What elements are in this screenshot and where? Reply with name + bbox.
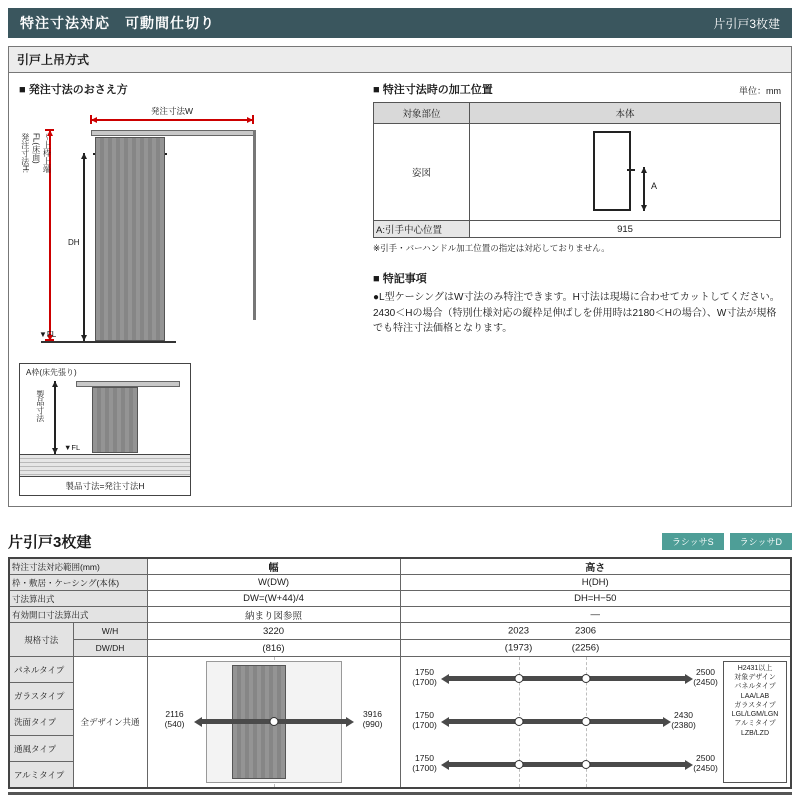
door-panel xyxy=(95,137,165,341)
height3-range-bar xyxy=(449,762,685,767)
width-min-sub: (540) xyxy=(164,718,185,729)
width-max-value: 3916 xyxy=(363,709,382,719)
right-frame xyxy=(253,130,256,320)
width-col-header: 幅 xyxy=(147,558,400,575)
standard-height-values xyxy=(401,623,791,639)
processing-position-column xyxy=(361,81,781,496)
floor-hatch xyxy=(20,454,190,476)
order-dimension-column xyxy=(19,81,361,496)
handle-position-value: 915 xyxy=(470,221,781,238)
figure-row-label: 姿図 xyxy=(374,124,470,221)
floor-line xyxy=(41,341,176,343)
frame-row-label: 枠・敷居・ケーシング(本体) xyxy=(9,575,147,591)
unit-label: 単位：mm xyxy=(739,86,781,96)
width-min-label xyxy=(154,710,196,730)
type-row-aluminum: アルミタイプ xyxy=(9,762,73,788)
type-row-ventilation: 通風タイプ xyxy=(9,735,73,761)
product-dimension-text: 製品寸法 xyxy=(35,390,45,422)
frame-height-value: H(DH) xyxy=(400,575,791,591)
height3-dot-1 xyxy=(514,760,523,769)
dh-label: DH xyxy=(68,238,80,247)
processing-subtitle: ■ 特注寸法時の加工位置 xyxy=(373,84,493,96)
fl-label: ▼FL xyxy=(39,330,57,339)
page-bottom-rule xyxy=(8,792,792,795)
width-min-value: 2116 xyxy=(165,709,184,719)
order-dimension-diagram xyxy=(19,103,354,351)
a-dimension-arrow xyxy=(643,167,645,211)
height3-max-label: 2500 (2450) xyxy=(693,753,718,773)
height2-dot-1 xyxy=(514,717,523,726)
door-figure xyxy=(565,129,685,215)
spec-section xyxy=(8,531,792,789)
order-height-label xyxy=(19,133,51,338)
spec-section-title: 片引戸3枚建 xyxy=(8,534,92,551)
range-row-label: 特注寸法対応範囲(mm) xyxy=(9,558,147,575)
opening-height-value: ― xyxy=(400,607,791,623)
width-range-diagram xyxy=(147,657,400,789)
width-max-label xyxy=(352,710,394,730)
hanging-door-section xyxy=(8,46,792,507)
order-dimension-subtitle: ■ 発注寸法のおさえ方 xyxy=(19,84,128,96)
product-dimension-arrow xyxy=(54,381,56,454)
handle-position-label: A:引手中心位置 xyxy=(374,221,470,238)
product-dimension-caption: 製品寸法=発注寸法H xyxy=(20,476,190,495)
standard-height-1: 2023 xyxy=(507,625,530,637)
header-bar xyxy=(8,8,792,38)
col-header-body: 本体 xyxy=(470,103,781,124)
fl-label-small: ▼FL xyxy=(64,443,81,452)
special-notes-body: ●L型ケーシングはW寸法のみ特注できます。H寸法は現場に合わせてカットしてください。2430＜Hの場合（特別仕様対応の縦枠足伸ばしを併用時は2180＜Hの場合）、W寸法が規格でも特注寸法価格となります。 xyxy=(373,292,780,334)
height1-range-bar xyxy=(449,676,685,681)
handle-mark xyxy=(627,169,635,171)
door-panel-small xyxy=(92,387,138,453)
standard-dh-2: (2256) xyxy=(571,642,600,654)
height2-dot-2 xyxy=(581,717,590,726)
height1-dot-1 xyxy=(514,674,523,683)
height3-min-label: 1750 (1700) xyxy=(412,753,437,773)
height-design-note: H2431以上 対象デザイン パネルタイプ LAA/LAB ガラスタイプ LGL/LGM/LGN アルミタイプ LZB/LZD xyxy=(723,661,787,783)
height-col-header: 高さ xyxy=(400,558,791,575)
height2-min-label: 1750 (1700) xyxy=(412,710,437,730)
section-title: 引戸上吊方式 xyxy=(9,47,791,73)
order-height-label-1: 発注寸法H: xyxy=(20,133,30,173)
handle-note: ※引手・バーハンドル加工位置の指定は対応しておりません。 xyxy=(373,243,610,253)
height1-min-label: 1750 (1700) xyxy=(412,667,437,687)
product-dimension-diagram xyxy=(19,363,191,496)
standard-wh-label: W/H xyxy=(73,623,147,640)
page-title: 特注寸法対応 可動間仕切り xyxy=(20,15,215,31)
special-notes-title: ■ 特記事項 xyxy=(373,273,427,285)
top-rail xyxy=(91,130,256,136)
opening-width-value: 納まり図参照 xyxy=(147,607,400,623)
formula-row-label: 寸法算出式 xyxy=(9,591,147,607)
order-height-label-3: ～上枠上端 xyxy=(42,133,52,173)
height1-max-label: 2500 (2450) xyxy=(693,667,718,687)
height2-max-label: 2430 (2380) xyxy=(671,710,696,730)
common-design-cell: 全デザイン共通 xyxy=(73,657,147,789)
height1-dot-2 xyxy=(581,674,590,683)
formula-height-value: DH=H−50 xyxy=(400,591,791,607)
badge-lasissa-d: ラシッサD xyxy=(730,533,792,550)
height3-dot-2 xyxy=(581,760,590,769)
badge-lasissa-s: ラシッサS xyxy=(662,533,724,550)
order-width-label: 発注寸法W xyxy=(150,106,194,116)
type-row-glass: ガラスタイプ xyxy=(9,683,73,709)
height2-range-bar xyxy=(449,719,663,724)
door-outline xyxy=(593,131,631,211)
standard-dh-values xyxy=(401,640,791,656)
a-frame-label: A枠(床先張り) xyxy=(26,368,77,377)
formula-width-value: DW=(W+44)/4 xyxy=(147,591,400,607)
a-dimension-label: A xyxy=(651,181,658,191)
height-range-diagram xyxy=(400,657,791,789)
standard-dwdh-label: DW/DH xyxy=(73,640,147,657)
standard-dw-value: (816) xyxy=(147,640,400,657)
type-row-panel: パネルタイプ xyxy=(9,657,73,683)
spec-table xyxy=(8,557,792,789)
product-dimension-label xyxy=(34,390,45,460)
frame-width-value: W(DW) xyxy=(147,575,400,591)
standard-width-value: 3220 xyxy=(147,623,400,640)
standard-row-label: 規格寸法 xyxy=(9,623,73,657)
col-header-part: 対象部位 xyxy=(374,103,470,124)
order-height-label-2: FL(床面) xyxy=(31,133,41,164)
type-row-washroom: 洗面タイプ xyxy=(9,709,73,735)
standard-dh-1: (1973) xyxy=(504,642,533,654)
product-name-header: 片引戸3枚建 xyxy=(713,16,780,31)
width-max-sub: (990) xyxy=(362,718,383,729)
width-dimension-arrow xyxy=(91,119,253,121)
dh-dimension-arrow xyxy=(83,153,85,341)
opening-row-label: 有効開口寸法算出式 xyxy=(9,607,147,623)
width-standard-dot xyxy=(269,717,278,726)
standard-height-2: 2306 xyxy=(574,625,597,637)
processing-position-table xyxy=(373,102,781,238)
